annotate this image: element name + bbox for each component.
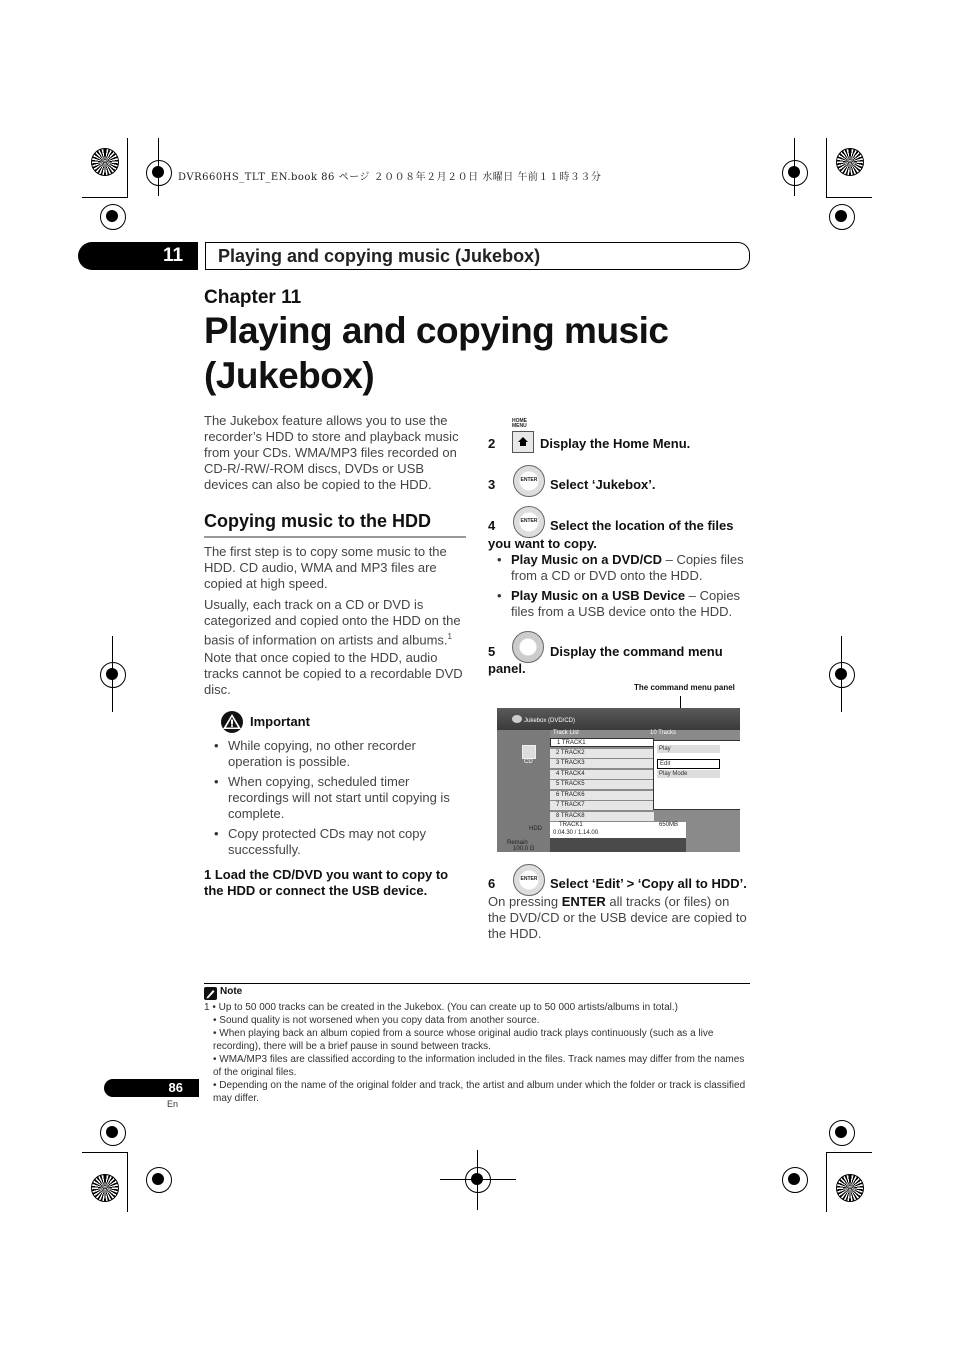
enter-key-label: ENTER: [520, 518, 538, 524]
note-item: • Sound quality is not worsened when you copy data from another source.: [213, 1015, 540, 1026]
enter-key-label: ENTER: [520, 876, 538, 882]
list-item: • Copy protected CDs may not copy successfully.: [214, 826, 466, 858]
step-6-description: [488, 894, 750, 942]
chapter-label: Chapter 11: [204, 287, 302, 308]
menu-item-edit[interactable]: Edit: [657, 759, 720, 769]
step-4-number: 4: [488, 518, 496, 533]
screen-title: Jukebox (DVD/CD): [524, 718, 576, 724]
note-rule: [204, 983, 750, 984]
jukebox-icon: [512, 715, 522, 723]
enter-key-icon: [513, 864, 545, 896]
info-time: 0.04.30 / 1.14.00: [553, 830, 599, 836]
registration-target-icon: [829, 204, 855, 230]
step-4-options: [497, 552, 750, 624]
step-2-number: 2: [488, 436, 496, 451]
home-menu-button-illustration: [512, 419, 536, 453]
page-title: [204, 308, 669, 398]
table-row[interactable]: 4 TRACK4: [550, 770, 654, 779]
step-6-text-pre: On pressing: [488, 894, 562, 909]
option-description: – Copies files from a CD or DVD onto the HDD.: [511, 552, 744, 583]
important-icon: [220, 710, 244, 739]
track-count: 10 Tracks: [650, 730, 677, 736]
book-slug-line: DVR660HS_TLT_EN.book 86 ページ ２００８年２月２０日 水曜日 午前１１時３３分: [178, 172, 602, 183]
chapter-number-tab: 11: [78, 242, 198, 270]
page-number: 86: [104, 1079, 199, 1097]
list-item: • While copying, no other recorder operation is possible.: [214, 738, 466, 770]
note-item: • WMA/MP3 files are classified according to the information included in the files. Track names may differ from the names of the original files.: [213, 1054, 745, 1078]
enter-key-name: ENTER: [561, 894, 606, 909]
note-icon: [204, 987, 217, 1000]
source-label: CD: [524, 759, 533, 765]
table-row[interactable]: 5 TRACK5: [550, 780, 654, 789]
list-item: [497, 552, 750, 584]
command-menu-callout: The command menu panel: [634, 683, 735, 692]
option-name: Play Music on a DVD/CD: [511, 552, 662, 567]
registration-target-icon: [100, 204, 126, 230]
table-row[interactable]: 8 TRACK8: [550, 812, 654, 821]
info-track: TRACK1: [559, 822, 583, 828]
table-row[interactable]: 1 TRACK1: [550, 738, 654, 747]
step-6: Select ‘Edit’ > ‘Copy all to HDD’.: [550, 876, 747, 891]
note-item: • When playing back an album copied from a source whose original audio track plays continuously (such as a live recording), there will be a brief pause in sound between tracks.: [213, 1028, 714, 1052]
menu-item-play-mode[interactable]: Play Mode: [657, 770, 720, 778]
info-size: 650MB: [659, 822, 679, 828]
paragraph-2: [204, 597, 466, 648]
enter-key-icon: [513, 465, 545, 497]
note-item: 1 • Up to 50 000 tracks can be created in the Jukebox. (You can create up to 50 000 artists/albums in total.): [204, 1002, 678, 1013]
menu-item-play[interactable]: Play: [657, 745, 720, 753]
step-3: Select ‘Jukebox’.: [550, 477, 656, 492]
registration-burst-icon: [836, 148, 864, 176]
home-menu-key-label: HOME MENU: [512, 418, 527, 429]
table-row[interactable]: 6 TRACK6: [550, 791, 654, 800]
list-item: [497, 588, 750, 620]
registration-burst-icon: [836, 1174, 864, 1202]
paragraph-2-text: Usually, each track on a CD or DVD is categorized and copied onto the HDD on the basis of information on artists and albums.: [204, 597, 461, 648]
option-description: – Copies files from a USB device onto the HDD.: [511, 588, 741, 619]
step-3-number: 3: [488, 477, 496, 492]
home-icon: [513, 432, 533, 452]
step-5-line-2: panel.: [488, 661, 526, 676]
registration-target-icon: [100, 662, 126, 688]
note-item: • Depending on the name of the original folder and track, the artist and album under which the folder or track is classified may differ.: [213, 1080, 746, 1104]
step-2: Display the Home Menu.: [540, 436, 691, 451]
page-title-line-2: (Jukebox): [204, 355, 375, 396]
note-heading: Note: [220, 986, 243, 997]
footnote-ref: 1: [447, 632, 452, 641]
enter-key-icon: [513, 506, 545, 538]
step-4-line-1: Select the location of the files: [550, 518, 734, 533]
hdd-label: HDD: [529, 826, 542, 832]
registration-target-icon: [146, 1167, 172, 1193]
section-heading: Copying music to the HDD: [204, 511, 466, 538]
enter-key-label: ENTER: [520, 477, 538, 483]
registration-target-icon: [829, 1120, 855, 1146]
registration-target-icon: [465, 1167, 491, 1193]
registration-burst-icon: [91, 1174, 119, 1202]
screen-bottom-bar: [550, 838, 686, 852]
registration-target-icon: [782, 1167, 808, 1193]
remain-label: Remain: [507, 840, 528, 846]
cd-icon: [522, 745, 536, 759]
track-list-header: Track List: [553, 730, 579, 736]
important-heading: Important: [250, 714, 310, 729]
step-5-line-1: Display the command menu: [550, 644, 723, 659]
command-menu-panel: [653, 740, 740, 810]
registration-target-icon: [100, 1120, 126, 1146]
table-row[interactable]: 2 TRACK2: [550, 749, 654, 758]
jukebox-screen: [497, 708, 740, 852]
chapter-header-title: Playing and copying music (Jukebox): [205, 242, 750, 270]
home-menu-ring-icon: [512, 631, 544, 663]
page-language: En: [167, 1099, 179, 1109]
page-title-line-1: Playing and copying music: [204, 310, 669, 351]
option-name: Play Music on a USB Device: [511, 588, 686, 603]
note-list: [204, 1001, 750, 1105]
track-list: [550, 738, 654, 822]
registration-target-icon: [782, 160, 808, 186]
step-4-line-2: you want to copy.: [488, 536, 597, 551]
remain-value: 100.0 G: [513, 846, 535, 852]
paragraph-3: Note that once copied to the HDD, audio tracks cannot be copied to a recordable DVD disc.: [204, 650, 463, 697]
intro-paragraph: The Jukebox feature allows you to use the recorder’s HDD to store and playback music from your CDs. WMA/MP3 files recorded on CD-R/-RW/-ROM discs, DVDs or USB devices can also be copied to the HDD.: [204, 413, 459, 492]
registration-target-icon: [829, 662, 855, 688]
table-row[interactable]: 7 TRACK7: [550, 801, 654, 810]
step-6-number: 6: [488, 876, 496, 891]
important-list: [214, 738, 466, 862]
registration-burst-icon: [91, 148, 119, 176]
registration-target-icon: [146, 160, 172, 186]
list-item: • When copying, scheduled timer recordings will not start until copying is complete.: [214, 774, 466, 822]
table-row[interactable]: 3 TRACK3: [550, 759, 654, 768]
step-5-number: 5: [488, 644, 496, 659]
paragraph-1: The first step is to copy some music to the HDD. CD audio, WMA and MP3 files are copied at high speed.: [204, 544, 447, 591]
step-6-text-post: all tracks (or files) on the DVD/CD or the USB device are copied to the HDD.: [488, 894, 747, 941]
step-1: 1 Load the CD/DVD you want to copy to the HDD or connect the USB device.: [204, 867, 449, 898]
